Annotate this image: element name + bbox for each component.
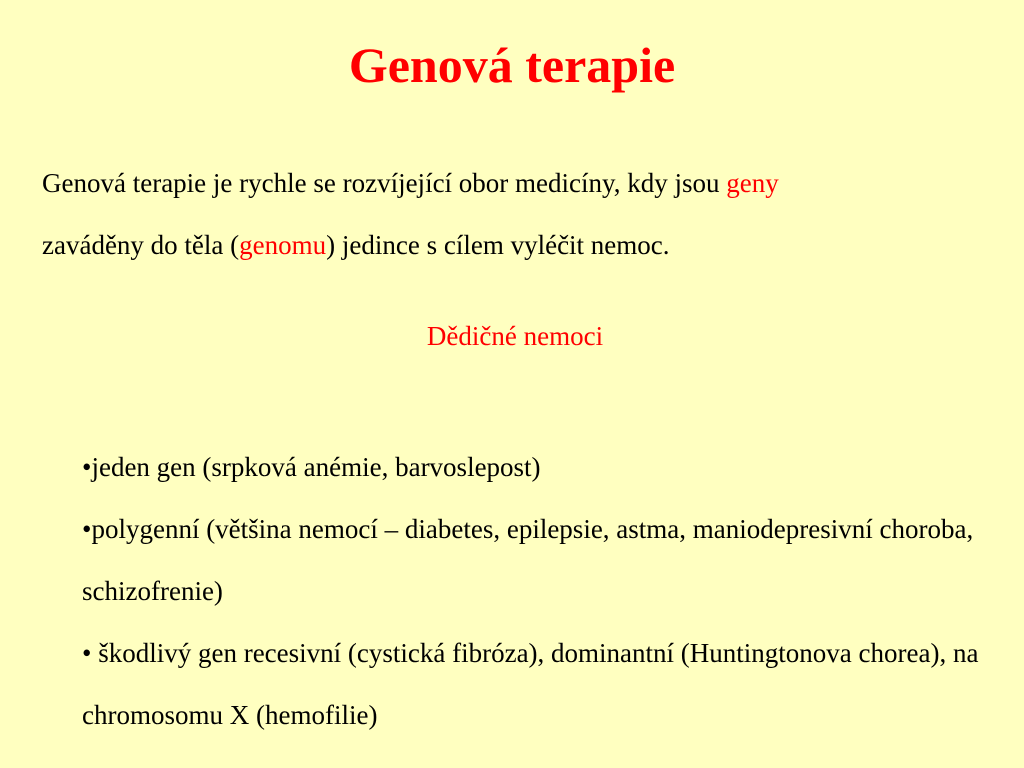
bullet-item-harmful-gene: • škodlivý gen recesivní (cystická fibróza), dominantní (Huntingtonova chorea), na chromosomu X (hemofilie) — [82, 638, 979, 730]
intro-highlight-genomu: genomu — [239, 230, 327, 260]
intro-text-part-3: ) jedince s cílem vyléčit nemoc. — [326, 230, 670, 260]
section-subheading: Dědičné nemoci — [426, 321, 604, 351]
intro-text-part-2: zaváděny do těla ( — [42, 230, 240, 260]
intro-paragraph — [42, 152, 992, 276]
bullet-list — [82, 436, 982, 746]
intro-text-part-1: Genová terapie je rychle se rozvíjející obor medicíny, kdy jsou — [42, 168, 727, 198]
bullet-item-polygenic: •polygenní (většina nemocí – diabetes, epilepsie, astma, maniodepresivní choroba, schizofrenie) — [82, 514, 974, 606]
bullet-item-single-gene: •jeden gen (srpková anémie, barvoslepost) — [82, 452, 541, 482]
slide-title: Genová terapie — [348, 37, 676, 93]
intro-highlight-geny: geny — [726, 168, 779, 198]
